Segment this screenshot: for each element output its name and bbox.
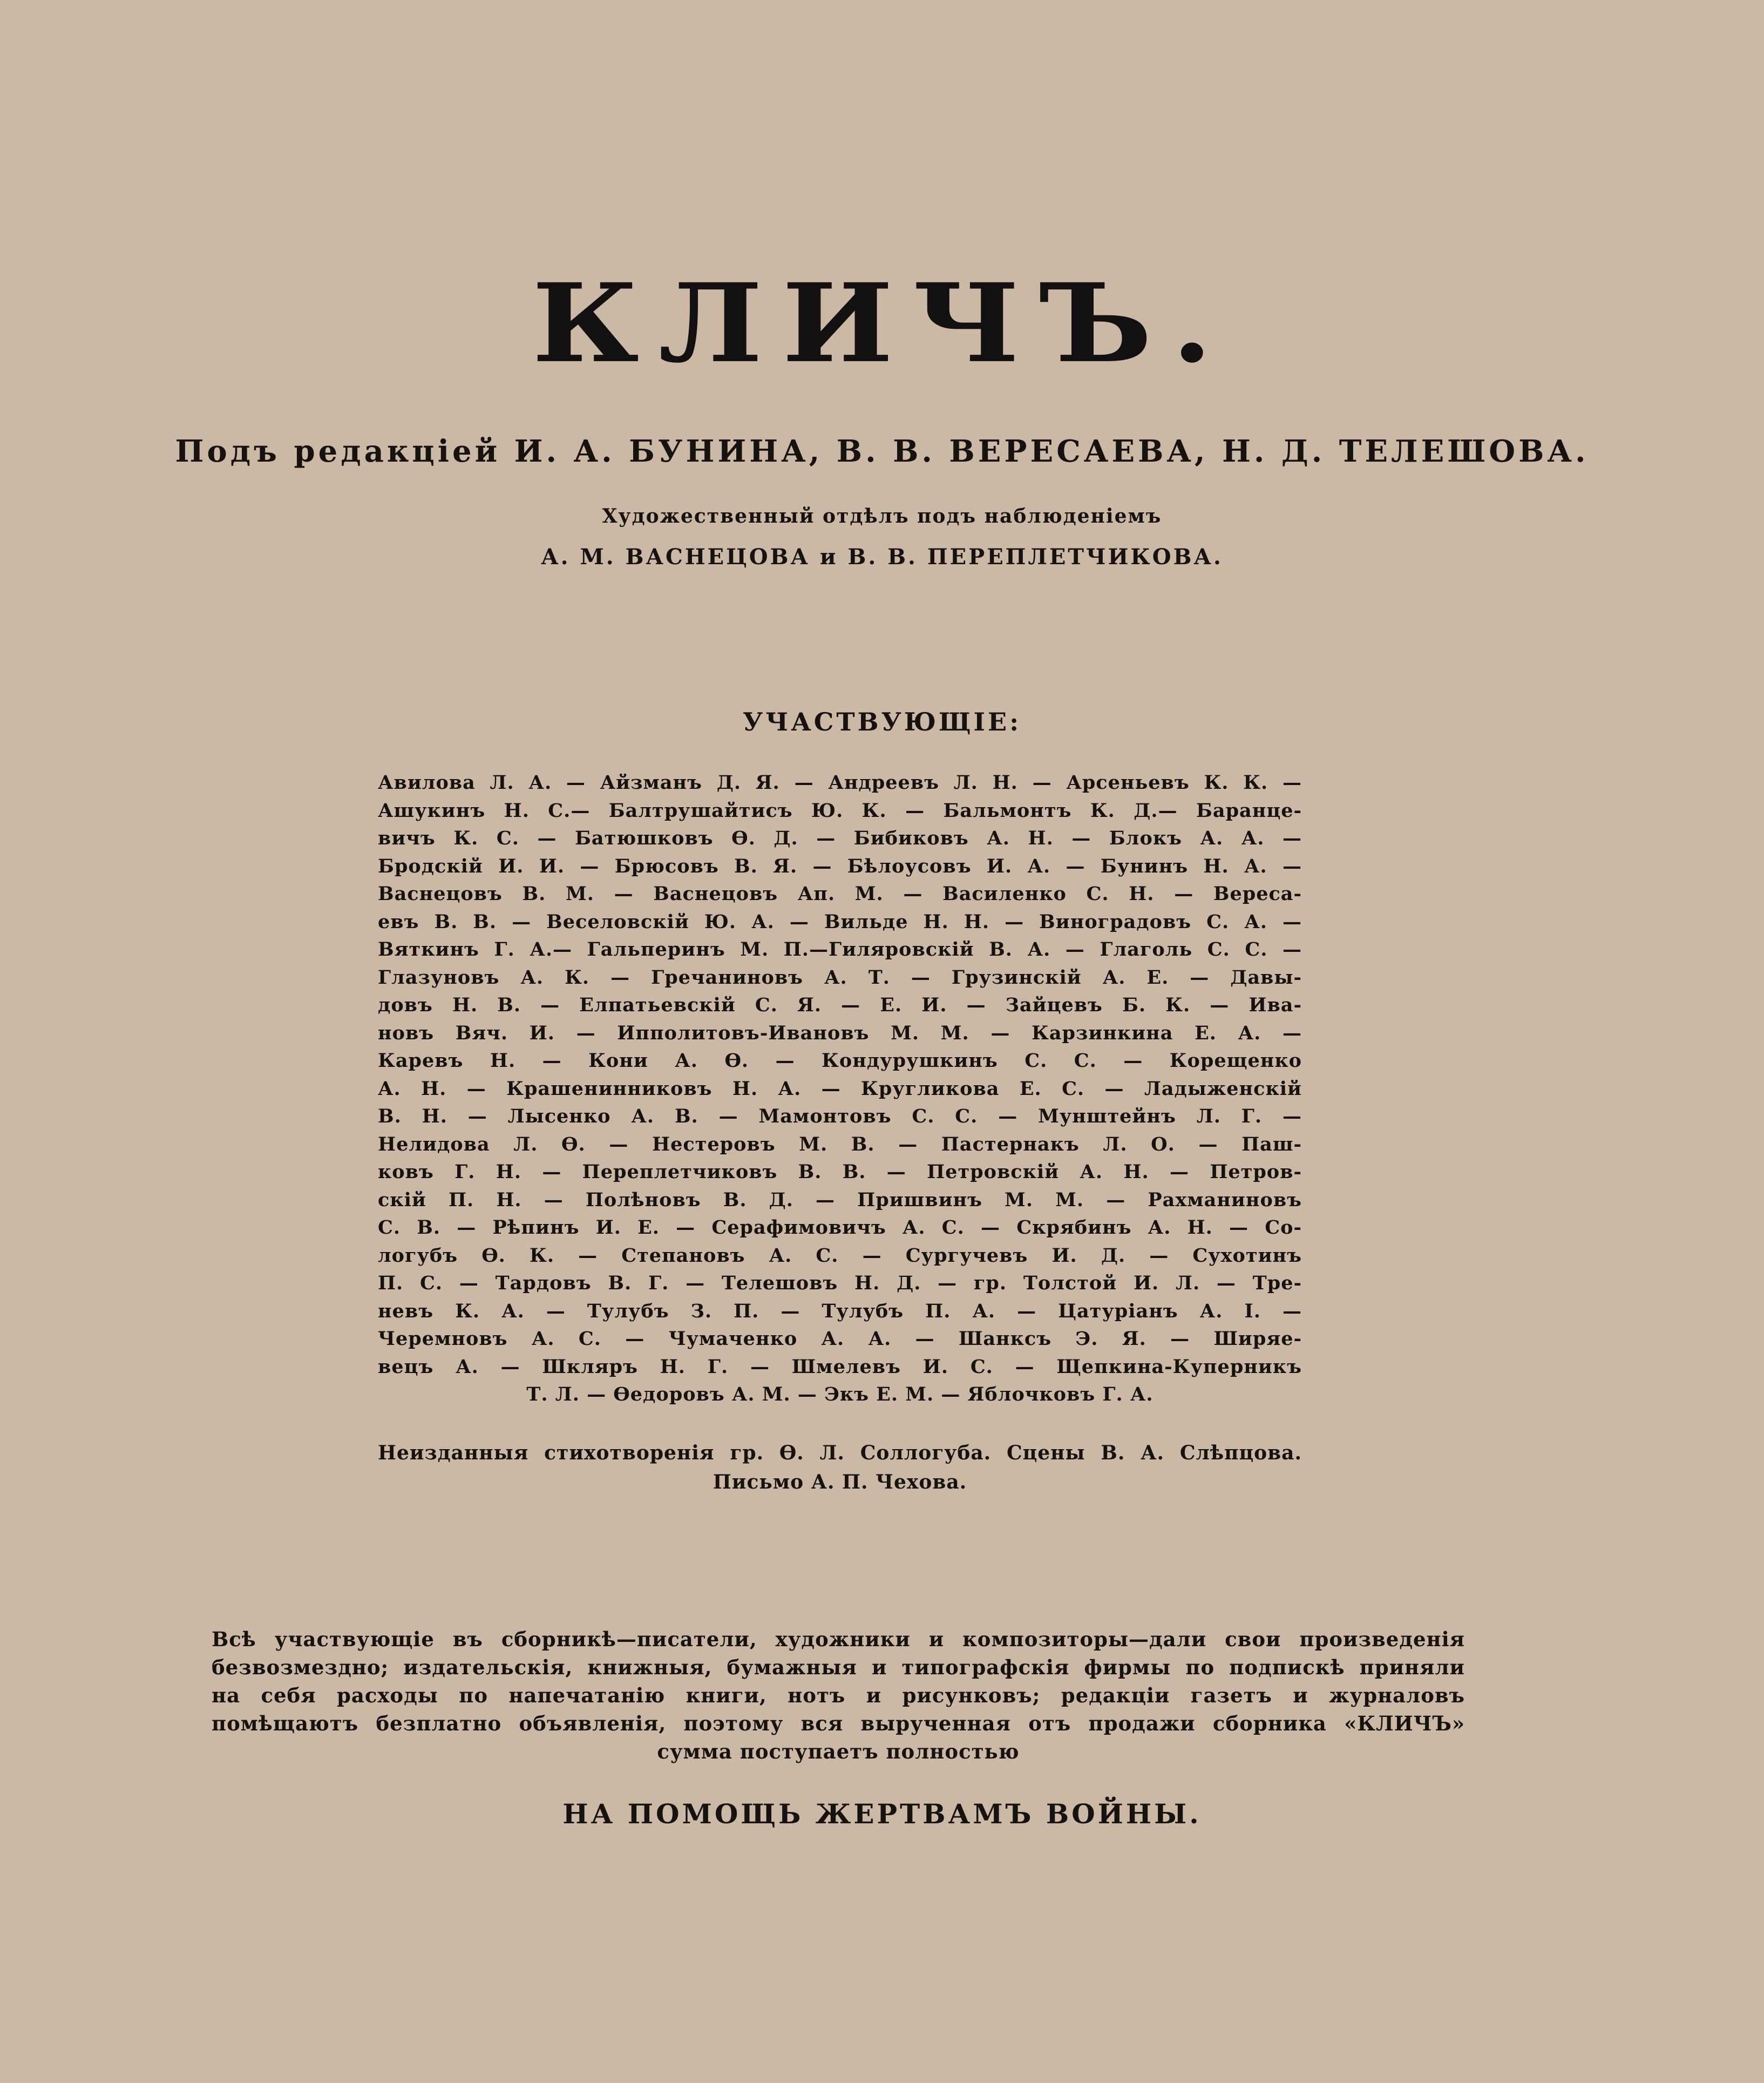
notice-line: Всѣ участвующіе въ сборникѣ—писатели, художники и композиторы—дали свои произведенія [212, 1627, 1465, 1651]
participants-heading: УЧАСТВУЮЩІЕ: [742, 707, 1022, 736]
participants-line: вецъ А. — Шкляръ Н. Г. — Шмелевъ И. С. — Щепкина-Куперникъ [378, 1355, 1302, 1378]
participants-line: довъ Н. В. — Елпатьевскій С. Я. — Е. И. — Зайцевъ Б. К. — Ива- [378, 994, 1302, 1016]
notice-paragraph [212, 1625, 1465, 1766]
participants-line: Авилова Л. А. — Айзманъ Д. Я. — Андреевъ Л. Н. — Арсеньевъ К. К. — [378, 772, 1302, 794]
participants-line: В. Н. — Лысенко А. В. — Мамонтовъ С. С. — Мунштейнъ Л. Г. — [378, 1105, 1302, 1127]
notice-line: безвозмездно; издательскія, книжныя, бумажныя и типографскія фирмы по подпискѣ приняли [212, 1655, 1465, 1679]
art-department-line: Художественный отдѣлъ подъ наблюденіемъ [602, 505, 1162, 527]
notice-line: сумма поступаетъ полностью [657, 1740, 1020, 1763]
participants-line: Васнецовъ В. М. — Васнецовъ Ап. М. — Василенко С. Н. — Вереса- [378, 883, 1302, 905]
unpublished-line: Письмо А. П. Чехова. [713, 1471, 967, 1493]
participants-line: Черемновъ А. С. — Чумаченко А. А. — Шанксъ Э. Я. — Ширяе- [378, 1328, 1302, 1350]
notice-line: на себя расходы по напечатанію книги, нотъ и рисунковъ; редакціи газетъ и журналовъ [212, 1683, 1465, 1707]
participants-line: Глазуновъ А. К. — Гречаниновъ А. Т. — Грузинскій А. Е. — Давы- [378, 966, 1302, 989]
participants-line: Каревъ Н. — Кони А. Ѳ. — Кондурушкинъ С. С. — Корещенко [378, 1050, 1302, 1072]
participants-line: Нелидова Л. Ѳ. — Нестеровъ М. В. — Пастернакъ Л. О. — Паш- [378, 1133, 1302, 1155]
participants-line: евъ В. В. — Веселовскій Ю. А. — Вильде Н. Н. — Виноградовъ С. А. — [378, 910, 1302, 933]
participants-line: скій П. Н. — Полѣновъ В. Д. — Пришвинъ М. М. — Рахманиновъ [378, 1188, 1302, 1211]
editors-line: Подъ редакціей И. А. БУНИНА, В. В. ВЕРЕСАЕВА, Н. Д. ТЕЛЕШОВА. [175, 434, 1589, 469]
participants-line: Ашукинъ Н. С.— Балтрушайтисъ Ю. К. — Бальмонтъ К. Д.— Баранце- [378, 799, 1302, 822]
participants-line: невъ К. А. — Тулубъ З. П. — Тулубъ П. А. — Цатуріанъ А. І. — [378, 1300, 1302, 1322]
participants-line: С. В. — Рѣпинъ И. Е. — Серафимовичъ А. С. — Скрябинъ А. Н. — Со- [378, 1216, 1302, 1239]
participants-line: логубъ Ѳ. К. — Степановъ А. С. — Сургучевъ И. Д. — Сухотинъ [378, 1244, 1302, 1267]
art-department-names: А. М. ВАСНЕЦОВА и В. В. ПЕРЕПЛЕТЧИКОВА. [541, 544, 1223, 570]
participants-line: А. Н. — Крашенинниковъ Н. А. — Кругликова Е. С. — Ладыженскій [378, 1077, 1302, 1100]
participants-line: вичъ К. С. — Батюшковъ Ѳ. Д. — Бибиковъ А. Н. — Блокъ А. А. — [378, 827, 1302, 849]
participants-line: П. С. — Тардовъ В. Г. — Телешовъ Н. Д. — гр. Толстой И. Л. — Тре- [378, 1272, 1302, 1294]
closing-line: НА ПОМОЩЬ ЖЕРТВАМЪ ВОЙНЫ. [562, 1798, 1202, 1830]
notice-line: помѣщаютъ безплатно объявленія, поэтому вся вырученная отъ продажи сборника «КЛИЧЪ» [212, 1712, 1465, 1735]
participants-line: ковъ Г. Н. — Переплетчиковъ В. В. — Петровскій А. Н. — Петров- [378, 1161, 1302, 1183]
unpublished-works [378, 1438, 1302, 1497]
participants-line: новъ Вяч. И. — Ипполитовъ-Ивановъ М. М. — Карзинкина Е. А. — [378, 1022, 1302, 1044]
unpublished-line: Неизданныя стихотворенія гр. Ѳ. Л. Соллогуба. Сцены В. А. Слѣпцова. [378, 1442, 1302, 1464]
page-title: КЛИЧЪ. [532, 260, 1232, 387]
participants-line: Вяткинъ Г. А.— Гальперинъ М. П.—Гиляровскій В. А. — Глаголь С. С. — [378, 938, 1302, 961]
participants-line: Бродскій И. И. — Брюсовъ В. Я. — Бѣлоусовъ И. А. — Бунинъ Н. А. — [378, 855, 1302, 877]
participants-list [378, 769, 1302, 1409]
participants-line: Т. Л. — Ѳедоровъ А. М. — Экъ Е. М. — Яблочковъ Г. А. [526, 1383, 1154, 1405]
